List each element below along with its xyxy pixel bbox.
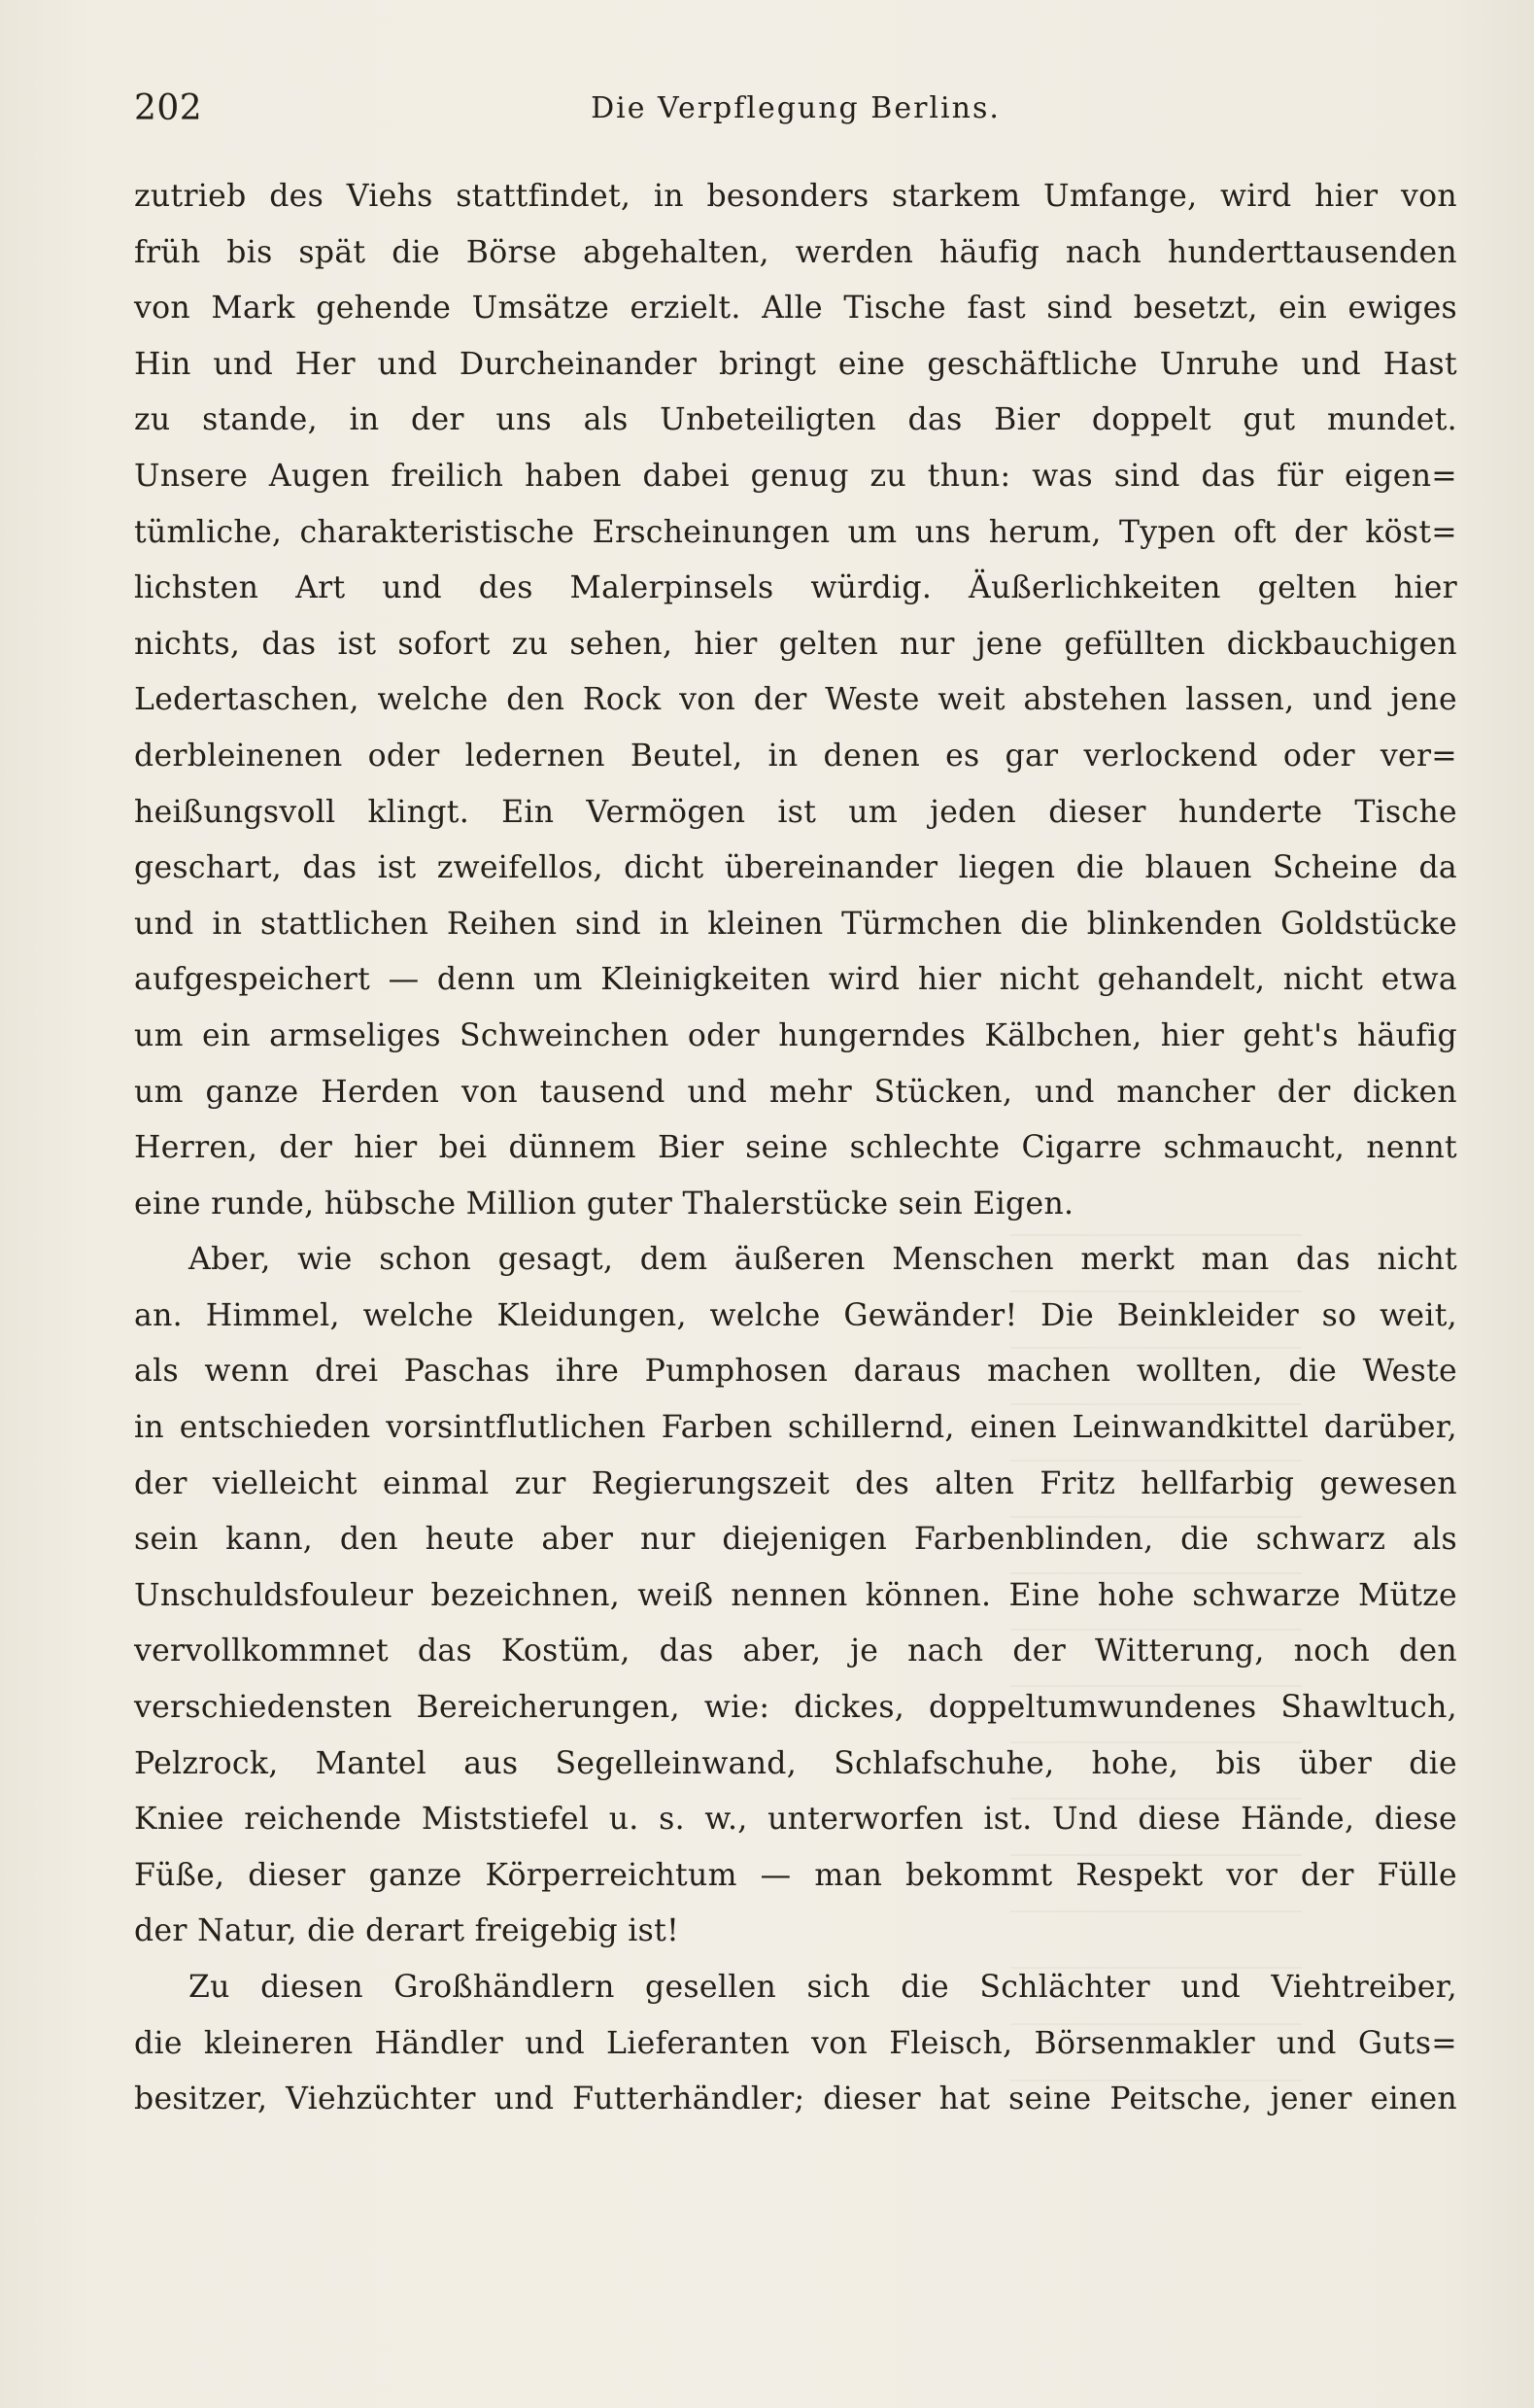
body-text xyxy=(134,169,1457,2128)
text-line: verschiedensten Bereicherungen, wie: dickes, doppeltumwundenes Shawltuch, xyxy=(134,1690,1457,1726)
text-line: zu stande, in der uns als Unbeteiligten das Bier doppelt gut mundet. xyxy=(134,402,1457,438)
text-line: zutrieb des Viehs stattfindet, in besonders starkem Umfange, wird hier von xyxy=(134,179,1457,214)
text-line: Unsere Augen freilich haben dabei genug zu thun: was sind das für eigen= xyxy=(134,458,1457,494)
text-line: in entschieden vorsintflutlichen Farben schillernd, einen Leinwandkittel darüber, xyxy=(134,1410,1457,1446)
paragraph-end-line: eine runde, hübsche Million guter Thalerstücke sein Eigen. xyxy=(134,1186,1074,1221)
text-line: Kniee reichende Miststiefel u. s. w., unterworfen ist. Und diese Hände, diese xyxy=(134,1802,1457,1838)
text-line: lichsten Art und des Malerpinsels würdig. Äußerlichkeiten gelten hier xyxy=(134,570,1457,606)
text-line: Pelzrock, Mantel aus Segelleinwand, Schlafschuhe, hohe, bis über die xyxy=(134,1745,1457,1781)
text-line: Hin und Her und Durcheinander bringt eine geschäftliche Unruhe und Hast xyxy=(134,346,1457,382)
text-line: Ledertaschen, welche den Rock von der Weste weit abstehen lassen, und jene xyxy=(134,682,1457,718)
page-number: 202 xyxy=(134,88,203,128)
text-line: an. Himmel, welche Kleidungen, welche Gewänder! Die Beinkleider so weit, xyxy=(134,1297,1457,1333)
text-line: aufgespeichert — denn um Kleinigkeiten wird hier nicht gehandelt, nicht etwa xyxy=(134,962,1457,998)
text-line: besitzer, Viehzüchter und Futterhändler; dieser hat seine Peitsche, jener einen xyxy=(134,2081,1457,2117)
text-line: vervollkommnet das Kostüm, das aber, je nach der Witterung, noch den xyxy=(134,1634,1457,1669)
running-title: Die Verpflegung Berlins. xyxy=(591,91,1001,125)
paragraph-end-line: der Natur, die derart freigebig ist! xyxy=(134,1913,680,1949)
text-line: Herren, der hier bei dünnem Bier seine schlechte Cigarre schmaucht, nennt xyxy=(134,1130,1457,1166)
text-line: Füße, dieser ganze Körperreichtum — man bekommt Respekt vor der Fülle xyxy=(134,1857,1457,1893)
text-line: von Mark gehende Umsätze erzielt. Alle Tische fast sind besetzt, ein ewiges xyxy=(134,291,1457,327)
text-line: derbleinenen oder ledernen Beutel, in denen es gar verlockend oder ver= xyxy=(134,738,1457,774)
text-line: tümliche, charakteristische Erscheinungen um uns herum, Typen oft der köst= xyxy=(134,514,1457,550)
text-line: der vielleicht einmal zur Regierungszeit des alten Fritz hellfarbig gewesen xyxy=(134,1465,1457,1501)
text-line: sein kann, den heute aber nur diejenigen Farbenblinden, die schwarz als xyxy=(134,1522,1457,1558)
text-line: und in stattlichen Reihen sind in kleinen Türmchen die blinkenden Goldstücke xyxy=(134,906,1457,942)
paragraph-start-line: Zu diesen Großhändlern gesellen sich die Schlächter und Viehtreiber, xyxy=(188,1970,1457,2005)
text-line: Unschuldsfouleur bezeichnen, weiß nennen können. Eine hohe schwarze Mütze xyxy=(134,1577,1457,1613)
text-line: nichts, das ist sofort zu sehen, hier gelten nur jene gefüllten dickbauchigen xyxy=(134,626,1457,662)
text-line: um ein armseliges Schweinchen oder hungerndes Kälbchen, hier geht's häufig xyxy=(134,1017,1457,1053)
page-header xyxy=(134,86,1457,132)
text-line: um ganze Herden von tausend und mehr Stücken, und mancher der dicken xyxy=(134,1074,1457,1110)
text-line: die kleineren Händler und Lieferanten von Fleisch, Börsenmakler und Guts= xyxy=(134,2025,1457,2061)
text-line: als wenn drei Paschas ihre Pumphosen daraus machen wollten, die Weste xyxy=(134,1354,1457,1390)
text-line: heißungsvoll klingt. Ein Vermögen ist um jeden dieser hunderte Tische xyxy=(134,794,1457,830)
text-line: geschart, das ist zweifellos, dicht übereinander liegen die blauen Scheine da xyxy=(134,850,1457,886)
paragraph-start-line: Aber, wie schon gesagt, dem äußeren Menschen merkt man das nicht xyxy=(188,1242,1457,1278)
text-line: früh bis spät die Börse abgehalten, werden häufig nach hunderttausenden xyxy=(134,234,1457,270)
